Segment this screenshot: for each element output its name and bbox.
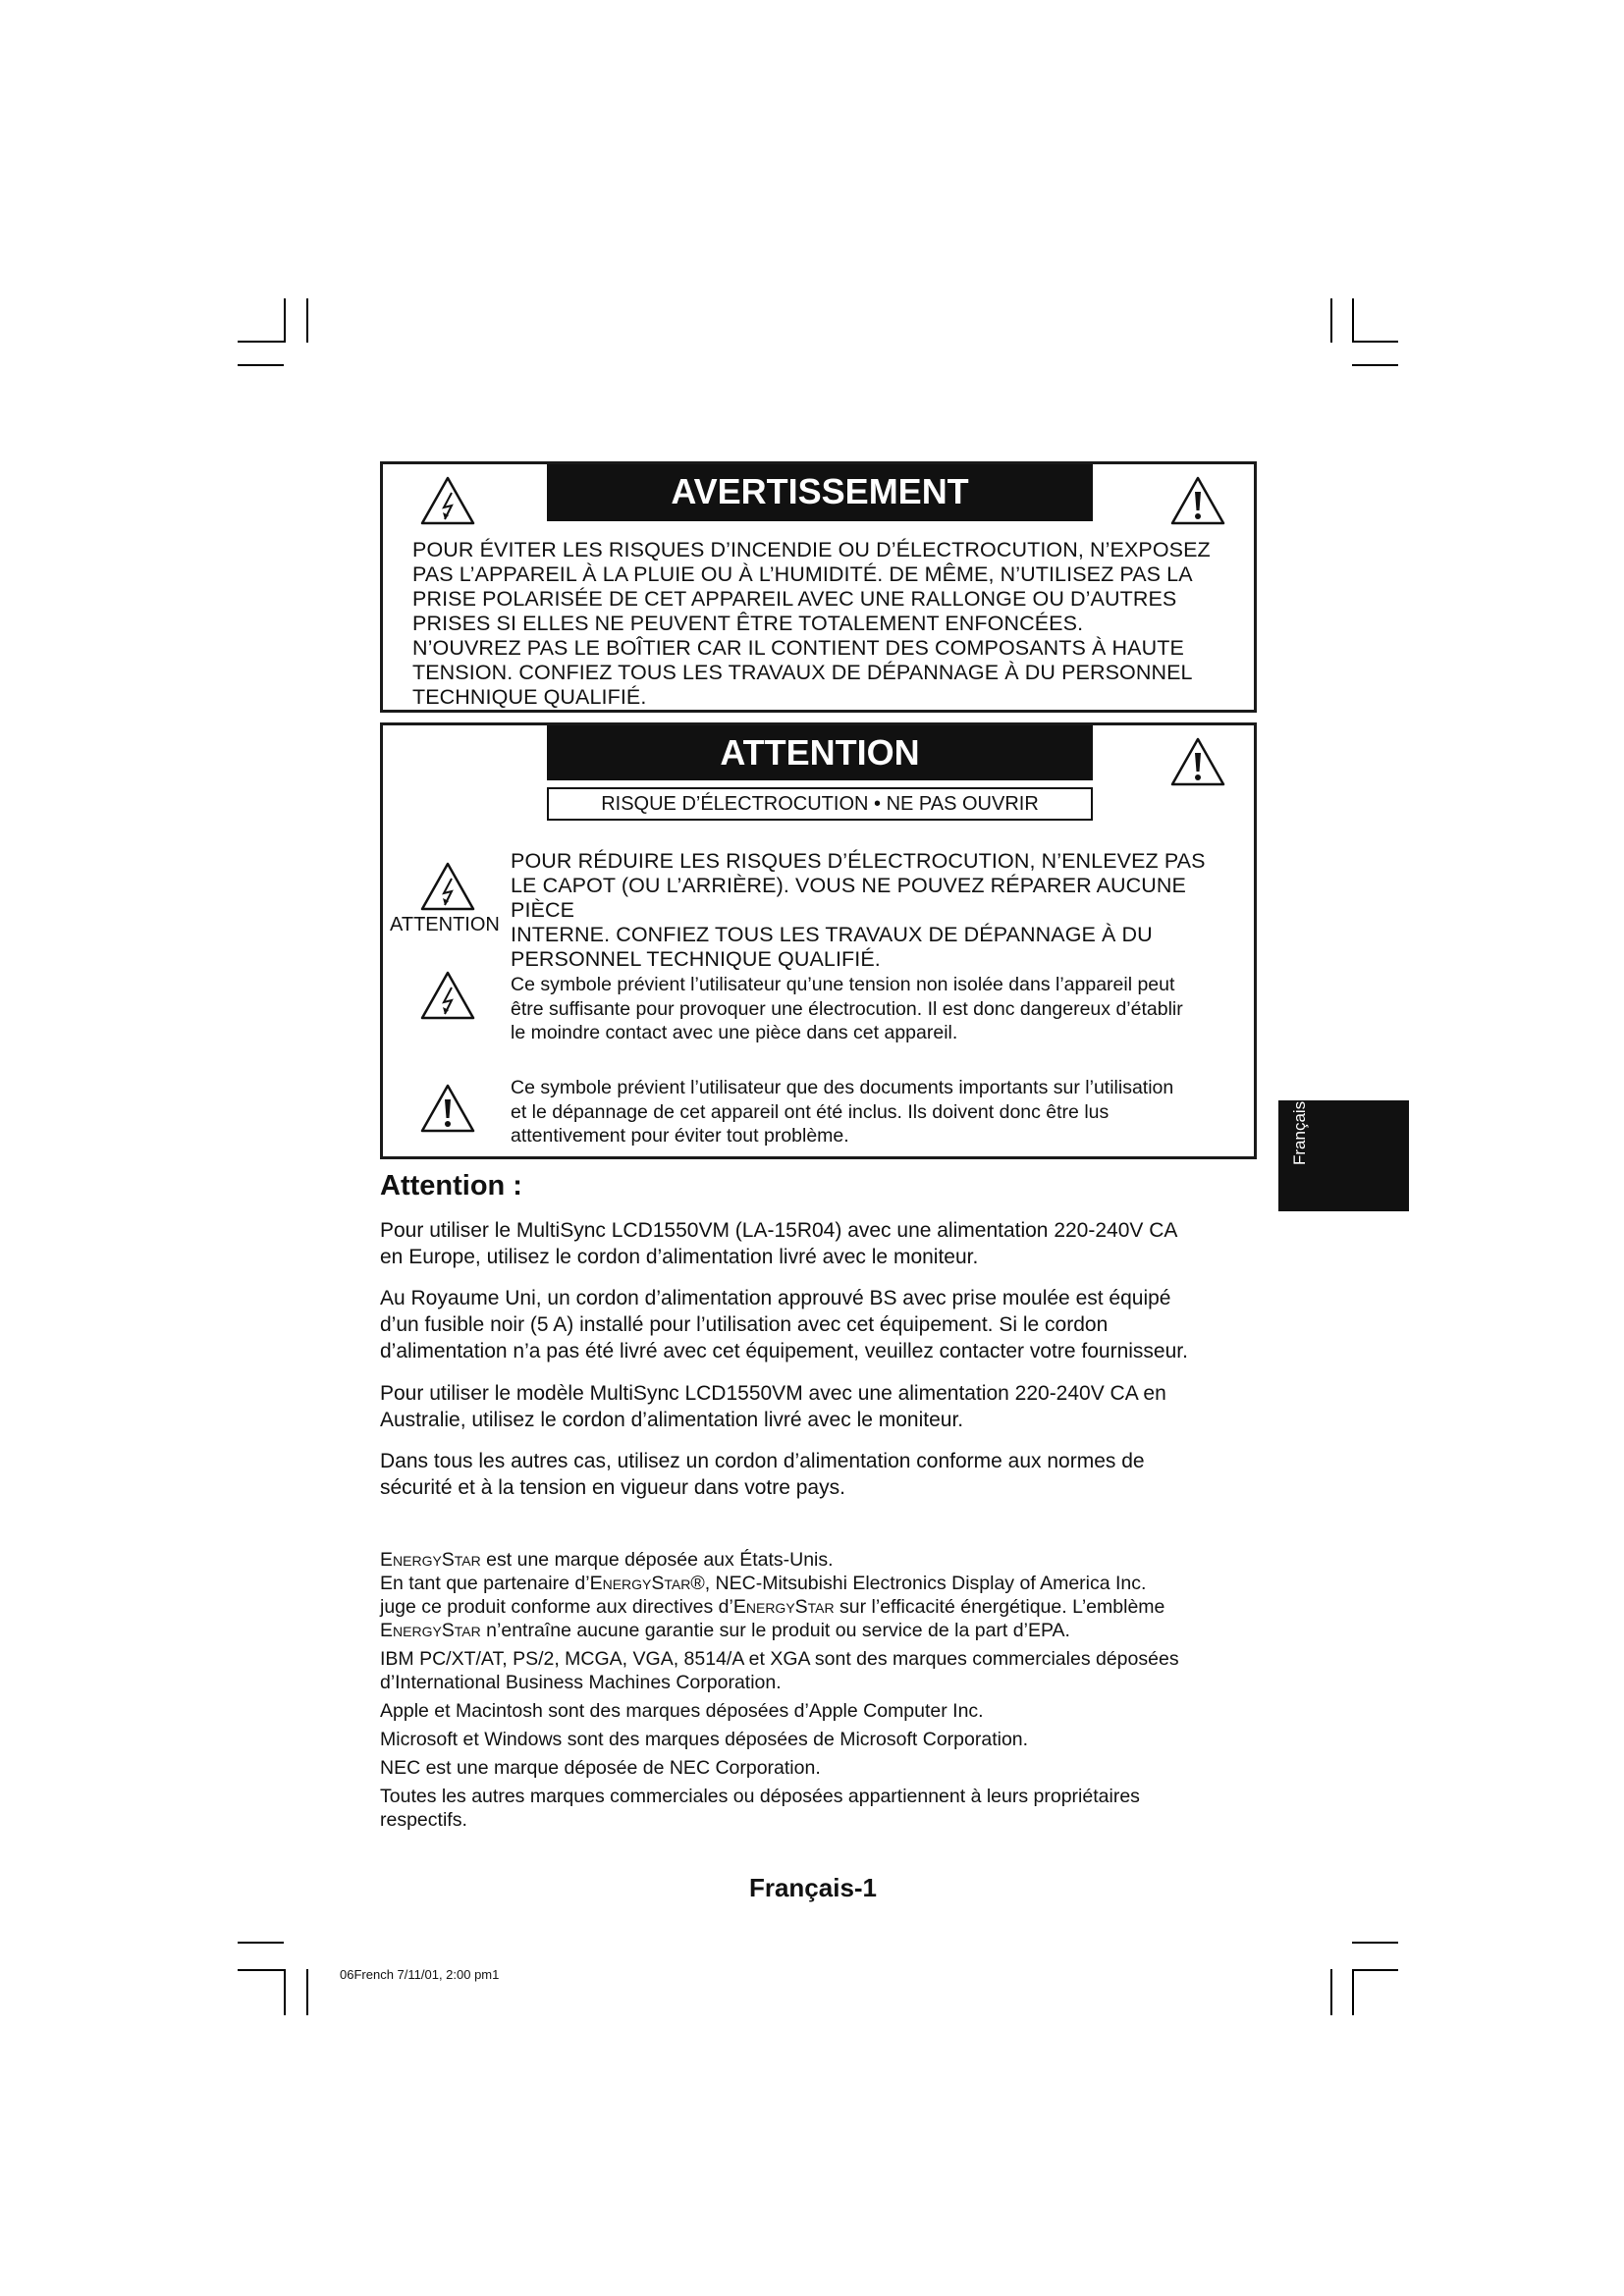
other-trademarks-notice: Toutes les autres marques commerciales ou déposées appartiennent à leurs propriétaires (380, 1786, 1140, 1807)
page-number: Français-1 (748, 1873, 878, 1902)
caution-box (380, 722, 1257, 1159)
warning-text: POUR ÉVITER LES RISQUES D’INCENDIE OU D’ÉLECTROCUTION, N’EXPOSEZ PAS L’APPAREIL À LA PLUIE OU À L’HUMIDITÉ. DE MÊME, N’UTILISEZ PAS LA PRISE POLARISÉE DE CET APPAREIL AVEC UNE RALLONGE OU D’AUTRES PRISES SI ELLES NE PEUVENT ÊTRE TOTALEMENT ENFONCÉES. N’OUVREZ PAS LE BOÎTIER CAR IL CONTIENT DES COMPOSANTS À HAUTE TENSION. CONFIEZ TOUS LES TRAVAUX DE DÉPANNAGE À DU PERSONNEL TECHNIQUE QUALIFIÉ. (412, 538, 1211, 709)
shock-hazard-icon (419, 861, 476, 912)
shock-hazard-icon (419, 475, 476, 526)
trademark-notices: EnergyStar est une marque déposée aux États-Unis. En tant que partenaire d’EnergyStar®, NEC-Mitsubishi Electronics Display of America Inc. juge ce produit conforme aux directives d’EnergyStar sur l’efficacité énergétique. L’emblème EnergyStar n’entraîne aucune garantie sur le produit ou service de la part d’EPA. IBM PC/XT/AT, PS/2, MCGA, VGA, 8514/A et XGA sont des marques commerciales déposées d’International Business Machines Corporation. Apple et Macintosh sont des marques déposées d’Apple Computer Inc. Microsoft et Windows sont des marques déposées de Microsoft Corporation. NEC est une marque déposée de NEC Corporation. Toutes les autres marques commerciales ou déposées appartiennent à leurs propriétaires respectifs. (380, 1548, 1264, 1832)
symbol-shock-description: Ce symbole prévient l’utilisateur qu’une tension non isolée dans l’appareil peut être suffisante pour provoquer une électrocution. Il est donc dangereux d’établir le moindre contact avec une pièce dans cet appareil. (511, 974, 1183, 1043)
caution-subtitle: RISQUE D’ÉLECTROCUTION • NE PAS OUVRIR (547, 787, 1093, 821)
exclamation-icon (1169, 736, 1226, 787)
caution-text: POUR RÉDUIRE LES RISQUES D’ÉLECTROCUTION, N’ENLEVEZ PAS LE CAPOT (OU L’ARRIÈRE). VOUS NE POUVEZ RÉPARER AUCUNE PIÈCE INTERNE. CONFIEZ TOUS LES TRAVAUX DE DÉPANNAGE À DU PERSONNEL TECHNIQUE QUALIFIÉ. (511, 849, 1206, 971)
attention-heading: Attention : (380, 1170, 522, 1201)
exclamation-icon (1169, 475, 1226, 526)
attention-paragraph: Pour utiliser le modèle MultiSync LCD1550VM avec une alimentation 220-240V CA en Australie, utilisez le cordon d’alimentation livré avec le moniteur. (380, 1382, 1166, 1431)
nec-notice: NEC est une marque déposée de NEC Corporation. (380, 1757, 821, 1779)
energystar-partner-notice: En tant que partenaire d’EnergyStar®, NEC-Mitsubishi Electronics Display of America Inc. (380, 1573, 1147, 1594)
warning-title: AVERTISSEMENT (547, 464, 1093, 521)
apple-notice: Apple et Macintosh sont des marques déposées d’Apple Computer Inc. (380, 1700, 984, 1722)
language-side-tab (1278, 1100, 1409, 1211)
attention-icon-label: ATTENTION (390, 914, 500, 935)
symbol-exclamation-description: Ce symbole prévient l’utilisateur que des documents importants sur l’utilisation et le dépannage de cet appareil ont été inclus. Ils doivent donc être lus attentivement pour éviter tout problème. (511, 1077, 1174, 1147)
language-side-tab-label: Français (1290, 1100, 1309, 1165)
attention-paragraph: Pour utiliser le MultiSync LCD1550VM (LA-15R04) avec une alimentation 220-240V CA en Europe, utilisez le cordon d’alimentation livré avec le moniteur. (380, 1219, 1178, 1268)
attention-paragraph: Au Royaume Uni, un cordon d’alimentation approuvé BS avec prise moulée est équipé d’un fusible noir (5 A) installé pour l’utilisation avec cet équipement. Si le cordon d’alimentation n’a pas été livré avec cet équipement, veuillez contacter votre fournisseur. (380, 1287, 1188, 1362)
shock-hazard-icon (419, 970, 476, 1021)
print-slug: 06French 7/11/01, 2:00 pm1 (340, 1967, 500, 1982)
attention-paragraph: Dans tous les autres cas, utilisez un cordon d’alimentation conforme aux normes de sécurité et à la tension en vigueur dans votre pays. (380, 1450, 1145, 1499)
ibm-notice: IBM PC/XT/AT, PS/2, MCGA, VGA, 8514/A et XGA sont des marques commerciales déposées (380, 1648, 1179, 1670)
microsoft-notice: Microsoft et Windows sont des marques déposées de Microsoft Corporation. (380, 1729, 1029, 1750)
caution-title: ATTENTION (547, 725, 1093, 780)
energystar-notice: EnergyStar est une marque déposée aux États-Unis. (380, 1549, 834, 1571)
exclamation-icon (419, 1083, 476, 1134)
warning-box (380, 461, 1257, 713)
